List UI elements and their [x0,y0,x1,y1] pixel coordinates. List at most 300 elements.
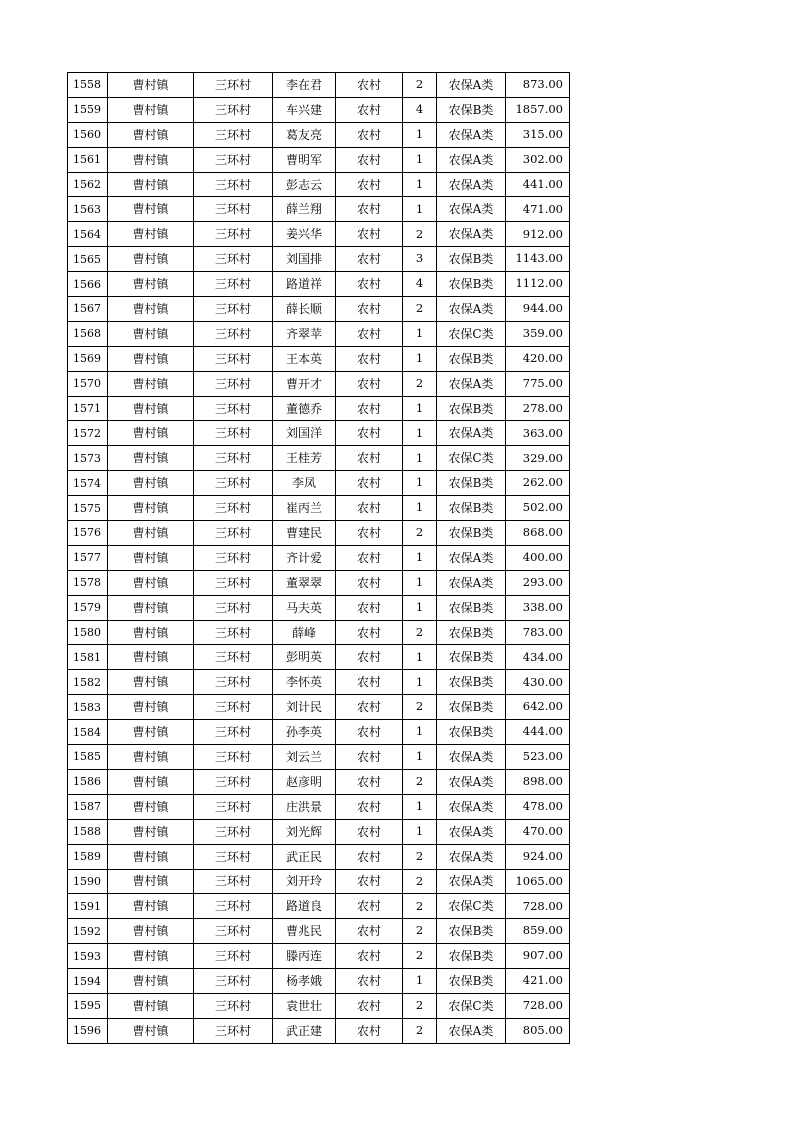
town-cell: 曹村镇 [108,645,194,670]
town-cell: 曹村镇 [108,720,194,745]
village-cell: 三环村 [194,695,273,720]
village-cell: 三环村 [194,794,273,819]
village-cell: 三环村 [194,844,273,869]
table-row [68,172,570,197]
town-cell: 曹村镇 [108,769,194,794]
table-row [68,1018,570,1043]
amount-cell: 430.00 [506,670,570,695]
row-id-cell: 1569 [68,346,108,371]
category-cell: 农保B类 [437,595,506,620]
category-cell: 农保A类 [437,371,506,396]
amount-cell: 873.00 [506,73,570,98]
row-id-cell: 1575 [68,496,108,521]
member-count-cell: 3 [403,247,437,272]
amount-cell: 1143.00 [506,247,570,272]
household-type-cell: 农村 [336,421,403,446]
table-row [68,122,570,147]
row-id-cell: 1592 [68,919,108,944]
row-id-cell: 1572 [68,421,108,446]
household-type-cell: 农村 [336,346,403,371]
town-cell: 曹村镇 [108,1018,194,1043]
name-cell: 刘国排 [273,247,336,272]
name-cell: 彭明英 [273,645,336,670]
village-cell: 三环村 [194,595,273,620]
town-cell: 曹村镇 [108,247,194,272]
village-cell: 三环村 [194,396,273,421]
category-cell: 农保B类 [437,944,506,969]
town-cell: 曹村镇 [108,620,194,645]
table-row [68,97,570,122]
name-cell: 彭志云 [273,172,336,197]
amount-cell: 783.00 [506,620,570,645]
village-cell: 三环村 [194,222,273,247]
row-id-cell: 1594 [68,969,108,994]
town-cell: 曹村镇 [108,222,194,247]
amount-cell: 924.00 [506,844,570,869]
table-row [68,496,570,521]
member-count-cell: 1 [403,147,437,172]
household-type-cell: 农村 [336,496,403,521]
town-cell: 曹村镇 [108,346,194,371]
town-cell: 曹村镇 [108,371,194,396]
amount-cell: 907.00 [506,944,570,969]
town-cell: 曹村镇 [108,695,194,720]
household-type-cell: 农村 [336,545,403,570]
row-id-cell: 1576 [68,521,108,546]
town-cell: 曹村镇 [108,421,194,446]
town-cell: 曹村镇 [108,595,194,620]
household-type-cell: 农村 [336,371,403,396]
household-type-cell: 农村 [336,869,403,894]
amount-cell: 359.00 [506,321,570,346]
table-row [68,272,570,297]
member-count-cell: 2 [403,993,437,1018]
row-id-cell: 1565 [68,247,108,272]
table-row [68,222,570,247]
amount-cell: 642.00 [506,695,570,720]
town-cell: 曹村镇 [108,471,194,496]
category-cell: 农保A类 [437,819,506,844]
household-type-cell: 农村 [336,745,403,770]
household-type-cell: 农村 [336,720,403,745]
member-count-cell: 1 [403,197,437,222]
name-cell: 李怀英 [273,670,336,695]
member-count-cell: 1 [403,720,437,745]
amount-cell: 1065.00 [506,869,570,894]
town-cell: 曹村镇 [108,122,194,147]
table-row [68,321,570,346]
household-type-cell: 农村 [336,595,403,620]
category-cell: 农保B类 [437,670,506,695]
member-count-cell: 2 [403,620,437,645]
village-cell: 三环村 [194,321,273,346]
category-cell: 农保B类 [437,695,506,720]
household-type-cell: 农村 [336,172,403,197]
table-row [68,894,570,919]
village-cell: 三环村 [194,894,273,919]
table-row [68,720,570,745]
row-id-cell: 1590 [68,869,108,894]
table-row [68,745,570,770]
member-count-cell: 1 [403,346,437,371]
table-row [68,595,570,620]
row-id-cell: 1574 [68,471,108,496]
amount-cell: 278.00 [506,396,570,421]
category-cell: 农保A类 [437,570,506,595]
category-cell: 农保B类 [437,396,506,421]
member-count-cell: 1 [403,421,437,446]
name-cell: 曹明军 [273,147,336,172]
village-cell: 三环村 [194,172,273,197]
member-count-cell: 1 [403,670,437,695]
row-id-cell: 1562 [68,172,108,197]
amount-cell: 420.00 [506,346,570,371]
category-cell: 农保A类 [437,172,506,197]
category-cell: 农保B类 [437,346,506,371]
member-count-cell: 2 [403,919,437,944]
village-cell: 三环村 [194,122,273,147]
category-cell: 农保A类 [437,745,506,770]
household-type-cell: 农村 [336,844,403,869]
member-count-cell: 1 [403,321,437,346]
table-row [68,421,570,446]
category-cell: 农保A类 [437,844,506,869]
name-cell: 刘云兰 [273,745,336,770]
village-cell: 三环村 [194,97,273,122]
table-row [68,670,570,695]
name-cell: 庄洪景 [273,794,336,819]
amount-cell: 329.00 [506,446,570,471]
category-cell: 农保B类 [437,919,506,944]
amount-cell: 1857.00 [506,97,570,122]
household-type-cell: 农村 [336,819,403,844]
village-cell: 三环村 [194,197,273,222]
name-cell: 李凤 [273,471,336,496]
member-count-cell: 1 [403,471,437,496]
category-cell: 农保B类 [437,272,506,297]
row-id-cell: 1588 [68,819,108,844]
amount-cell: 293.00 [506,570,570,595]
category-cell: 农保B类 [437,247,506,272]
name-cell: 刘光辉 [273,819,336,844]
village-cell: 三环村 [194,496,273,521]
household-type-cell: 农村 [336,122,403,147]
table-row [68,620,570,645]
village-cell: 三环村 [194,247,273,272]
table-row [68,297,570,322]
village-cell: 三环村 [194,147,273,172]
table-row [68,346,570,371]
name-cell: 袁世壮 [273,993,336,1018]
household-type-cell: 农村 [336,272,403,297]
row-id-cell: 1561 [68,147,108,172]
amount-cell: 502.00 [506,496,570,521]
name-cell: 刘开玲 [273,869,336,894]
member-count-cell: 1 [403,446,437,471]
village-cell: 三环村 [194,545,273,570]
name-cell: 董翠翠 [273,570,336,595]
household-type-cell: 农村 [336,321,403,346]
name-cell: 曹开才 [273,371,336,396]
category-cell: 农保A类 [437,769,506,794]
category-cell: 农保C类 [437,894,506,919]
name-cell: 路道良 [273,894,336,919]
row-id-cell: 1563 [68,197,108,222]
household-type-cell: 农村 [336,620,403,645]
member-count-cell: 2 [403,769,437,794]
town-cell: 曹村镇 [108,272,194,297]
amount-cell: 523.00 [506,745,570,770]
household-type-cell: 农村 [336,247,403,272]
category-cell: 农保A类 [437,122,506,147]
village-cell: 三环村 [194,645,273,670]
household-type-cell: 农村 [336,969,403,994]
member-count-cell: 1 [403,745,437,770]
name-cell: 路道祥 [273,272,336,297]
village-cell: 三环村 [194,620,273,645]
amount-cell: 898.00 [506,769,570,794]
amount-cell: 315.00 [506,122,570,147]
village-cell: 三环村 [194,869,273,894]
town-cell: 曹村镇 [108,197,194,222]
name-cell: 武正民 [273,844,336,869]
table-row [68,570,570,595]
town-cell: 曹村镇 [108,844,194,869]
amount-cell: 262.00 [506,471,570,496]
member-count-cell: 2 [403,222,437,247]
member-count-cell: 1 [403,645,437,670]
member-count-cell: 2 [403,944,437,969]
table-body [68,73,570,1044]
table-row [68,944,570,969]
name-cell: 武正建 [273,1018,336,1043]
table-row [68,869,570,894]
town-cell: 曹村镇 [108,321,194,346]
household-type-cell: 农村 [336,97,403,122]
village-cell: 三环村 [194,1018,273,1043]
household-type-cell: 农村 [336,670,403,695]
village-cell: 三环村 [194,769,273,794]
name-cell: 姜兴华 [273,222,336,247]
household-type-cell: 农村 [336,471,403,496]
name-cell: 李在君 [273,73,336,98]
amount-cell: 434.00 [506,645,570,670]
name-cell: 滕丙连 [273,944,336,969]
table-row [68,446,570,471]
member-count-cell: 1 [403,794,437,819]
household-type-cell: 农村 [336,446,403,471]
name-cell: 曹建民 [273,521,336,546]
amount-cell: 421.00 [506,969,570,994]
amount-cell: 944.00 [506,297,570,322]
member-count-cell: 1 [403,172,437,197]
amount-cell: 478.00 [506,794,570,819]
table-row [68,471,570,496]
town-cell: 曹村镇 [108,894,194,919]
category-cell: 农保B类 [437,97,506,122]
amount-cell: 728.00 [506,894,570,919]
village-cell: 三环村 [194,521,273,546]
category-cell: 农保A类 [437,869,506,894]
category-cell: 农保B类 [437,471,506,496]
table-row [68,545,570,570]
amount-cell: 470.00 [506,819,570,844]
village-cell: 三环村 [194,272,273,297]
table-row [68,769,570,794]
row-id-cell: 1568 [68,321,108,346]
village-cell: 三环村 [194,371,273,396]
name-cell: 齐翠苹 [273,321,336,346]
member-count-cell: 4 [403,272,437,297]
row-id-cell: 1586 [68,769,108,794]
name-cell: 薛长顺 [273,297,336,322]
row-id-cell: 1564 [68,222,108,247]
household-type-cell: 农村 [336,222,403,247]
member-count-cell: 4 [403,97,437,122]
row-id-cell: 1589 [68,844,108,869]
household-type-cell: 农村 [336,919,403,944]
town-cell: 曹村镇 [108,545,194,570]
household-type-cell: 农村 [336,147,403,172]
name-cell: 王桂芳 [273,446,336,471]
table-row [68,396,570,421]
table-row [68,919,570,944]
category-cell: 农保A类 [437,73,506,98]
row-id-cell: 1582 [68,670,108,695]
member-count-cell: 1 [403,122,437,147]
name-cell: 薛峰 [273,620,336,645]
row-id-cell: 1571 [68,396,108,421]
household-type-cell: 农村 [336,894,403,919]
table-row [68,73,570,98]
category-cell: 农保A类 [437,147,506,172]
town-cell: 曹村镇 [108,297,194,322]
category-cell: 农保B类 [437,720,506,745]
name-cell: 刘国洋 [273,421,336,446]
village-cell: 三环村 [194,745,273,770]
household-type-cell: 农村 [336,396,403,421]
town-cell: 曹村镇 [108,521,194,546]
village-cell: 三环村 [194,819,273,844]
member-count-cell: 1 [403,496,437,521]
town-cell: 曹村镇 [108,944,194,969]
member-count-cell: 2 [403,297,437,322]
amount-cell: 805.00 [506,1018,570,1043]
amount-cell: 859.00 [506,919,570,944]
town-cell: 曹村镇 [108,172,194,197]
name-cell: 葛友亮 [273,122,336,147]
name-cell: 齐计爱 [273,545,336,570]
name-cell: 孙李英 [273,720,336,745]
member-count-cell: 1 [403,819,437,844]
member-count-cell: 1 [403,595,437,620]
town-cell: 曹村镇 [108,794,194,819]
row-id-cell: 1570 [68,371,108,396]
village-cell: 三环村 [194,421,273,446]
household-type-cell: 农村 [336,769,403,794]
household-type-cell: 农村 [336,197,403,222]
row-id-cell: 1596 [68,1018,108,1043]
amount-cell: 444.00 [506,720,570,745]
village-cell: 三环村 [194,446,273,471]
town-cell: 曹村镇 [108,396,194,421]
member-count-cell: 1 [403,545,437,570]
table-row [68,969,570,994]
category-cell: 农保A类 [437,222,506,247]
household-type-cell: 农村 [336,570,403,595]
member-count-cell: 2 [403,869,437,894]
household-type-cell: 农村 [336,1018,403,1043]
table-row [68,844,570,869]
name-cell: 杨孝娥 [273,969,336,994]
amount-cell: 1112.00 [506,272,570,297]
table-row [68,197,570,222]
name-cell: 赵彦明 [273,769,336,794]
category-cell: 农保A类 [437,297,506,322]
member-count-cell: 1 [403,396,437,421]
name-cell: 王本英 [273,346,336,371]
row-id-cell: 1558 [68,73,108,98]
household-type-cell: 农村 [336,944,403,969]
row-id-cell: 1587 [68,794,108,819]
town-cell: 曹村镇 [108,919,194,944]
name-cell: 董德乔 [273,396,336,421]
household-type-cell: 农村 [336,993,403,1018]
household-type-cell: 农村 [336,521,403,546]
table-row [68,521,570,546]
household-type-cell: 农村 [336,794,403,819]
name-cell: 车兴建 [273,97,336,122]
amount-cell: 363.00 [506,421,570,446]
table-row [68,695,570,720]
row-id-cell: 1593 [68,944,108,969]
table-row [68,794,570,819]
village-cell: 三环村 [194,346,273,371]
member-count-cell: 2 [403,73,437,98]
village-cell: 三环村 [194,297,273,322]
category-cell: 农保A类 [437,1018,506,1043]
member-count-cell: 2 [403,695,437,720]
village-cell: 三环村 [194,993,273,1018]
village-cell: 三环村 [194,969,273,994]
village-cell: 三环村 [194,471,273,496]
town-cell: 曹村镇 [108,745,194,770]
row-id-cell: 1580 [68,620,108,645]
member-count-cell: 2 [403,521,437,546]
town-cell: 曹村镇 [108,869,194,894]
amount-cell: 302.00 [506,147,570,172]
town-cell: 曹村镇 [108,993,194,1018]
category-cell: 农保C类 [437,321,506,346]
category-cell: 农保B类 [437,969,506,994]
village-cell: 三环村 [194,570,273,595]
village-cell: 三环村 [194,919,273,944]
household-type-cell: 农村 [336,297,403,322]
town-cell: 曹村镇 [108,73,194,98]
row-id-cell: 1583 [68,695,108,720]
amount-cell: 338.00 [506,595,570,620]
category-cell: 农保A类 [437,421,506,446]
row-id-cell: 1585 [68,745,108,770]
row-id-cell: 1573 [68,446,108,471]
row-id-cell: 1584 [68,720,108,745]
member-count-cell: 2 [403,844,437,869]
village-cell: 三环村 [194,944,273,969]
town-cell: 曹村镇 [108,819,194,844]
member-count-cell: 2 [403,371,437,396]
category-cell: 农保A类 [437,545,506,570]
village-cell: 三环村 [194,670,273,695]
